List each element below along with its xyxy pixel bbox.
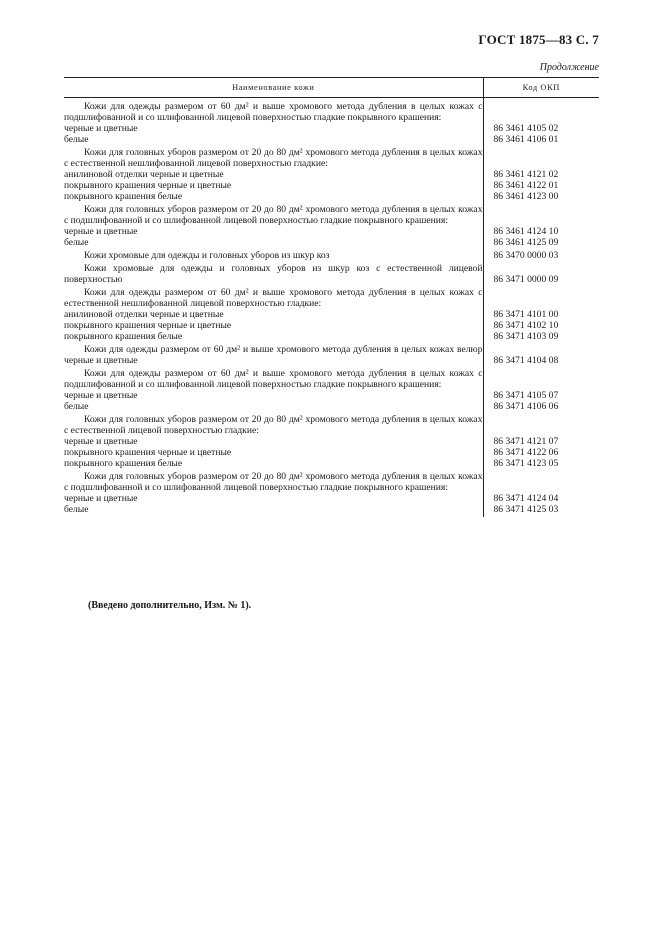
- table-row: [64, 504, 599, 517]
- table-row: [64, 366, 599, 390]
- table-row: [64, 401, 599, 412]
- okp-code: 86 3461 4124 10: [483, 226, 599, 237]
- table-row: [64, 412, 599, 436]
- okp-code: 86 3471 4123 05: [483, 458, 599, 469]
- table-row: [64, 458, 599, 469]
- table-body: [64, 98, 599, 518]
- okp-code: 86 3470 0000 03: [483, 248, 599, 261]
- table-row: [64, 390, 599, 401]
- leather-variant-name: белые: [64, 504, 89, 515]
- table-row: [64, 237, 599, 248]
- table-row: [64, 226, 599, 237]
- leather-variant-name: покрывного крашения черные и цветные: [64, 447, 232, 458]
- okp-code: 86 3461 4122 01: [483, 180, 599, 191]
- leather-group-name: Кожи для головных уборов размером от 20 до 80 дм² хромового метода дубления в целых кожах с подшлифованной и со шлифованной лицевой поверхностью гладкие покрывного крашения:: [64, 204, 483, 226]
- okp-code: 86 3461 4121 02: [483, 169, 599, 180]
- table-row: [64, 331, 599, 342]
- page-header: ГОСТ 1875—83 С. 7: [478, 32, 599, 47]
- leather-variant-name: черные и цветные: [64, 390, 138, 401]
- table-row: [64, 447, 599, 458]
- okp-code: 86 3471 4102 10: [483, 320, 599, 331]
- okp-code: [483, 469, 599, 493]
- table-row: [64, 202, 599, 226]
- leather-group-name: Кожи для одежды размером от 60 дм² и выше хромового метода дубления в целых кожах с подшлифованной и со шлифованной лицевой поверхностью гладкие покрывного крашения:: [64, 101, 483, 123]
- okp-code: 86 3471 4104 08: [483, 342, 599, 366]
- leather-codes-table: [64, 77, 599, 517]
- leather-variant-name: белые: [64, 401, 89, 412]
- amendment-note: (Введено дополнительно, Изм. № 1).: [88, 600, 252, 611]
- leather-group-name: Кожи хромовые для одежды и головных уборов из шкур коз с естественной лицевой поверхностью: [64, 263, 483, 285]
- table-row: [64, 469, 599, 493]
- okp-code: 86 3471 4125 03: [483, 504, 599, 517]
- okp-code: 86 3471 4105 07: [483, 390, 599, 401]
- table-row: [64, 436, 599, 447]
- table-row: [64, 285, 599, 309]
- leather-group-name: Кожи для головных уборов размером от 20 до 80 дм² хромового метода дубления в целых кожах с подшлифованной и со шлифованной лицевой поверхностью гладкие покрывного крашения:: [64, 471, 483, 493]
- table-row: [64, 320, 599, 331]
- table-row: [64, 191, 599, 202]
- okp-code: 86 3471 0000 09: [483, 261, 599, 285]
- leather-variant-name: черные и цветные: [64, 436, 138, 447]
- table-row: [64, 261, 599, 285]
- leather-variant-name: белые: [64, 237, 89, 248]
- leather-group-name: Кожи для головных уборов размером от 20 до 80 дм² хромового метода дубления в целых кожах с естественной лицевой поверхностью гладкие:: [64, 414, 483, 436]
- okp-code: [483, 285, 599, 309]
- table-row: [64, 248, 599, 261]
- okp-code: 86 3461 4125 09: [483, 237, 599, 248]
- okp-code: 86 3461 4105 02: [483, 123, 599, 134]
- table-row: [64, 342, 599, 366]
- table-row: [64, 134, 599, 145]
- leather-variant-name: покрывного крашения черные и цветные: [64, 180, 232, 191]
- leather-variant-name: черные и цветные: [64, 226, 138, 237]
- leather-variant-name: покрывного крашения белые: [64, 191, 183, 202]
- leather-variant-name: покрывного крашения черные и цветные: [64, 320, 232, 331]
- okp-code: 86 3471 4122 06: [483, 447, 599, 458]
- leather-group-name: Кожи для одежды размером от 60 дм² и выше хромового метода дубления в целых кожах с подшлифованной и со шлифованной лицевой поверхностью гладкие покрывного крашения:: [64, 368, 483, 390]
- okp-code: 86 3471 4121 07: [483, 436, 599, 447]
- leather-variant-name: белые: [64, 134, 89, 145]
- table-row: [64, 145, 599, 169]
- table-row: [64, 309, 599, 320]
- continuation-label: Продолжение: [539, 62, 599, 73]
- okp-code: 86 3471 4106 06: [483, 401, 599, 412]
- leather-variant-name: покрывного крашения белые: [64, 458, 183, 469]
- leather-group-name: Кожи для головных уборов размером от 20 до 80 дм² хромового метода дубления в целых кожах с естественной нешлифованной лицевой поверхностью гладкие:: [64, 147, 483, 169]
- column-header-code: Код ОКП: [483, 78, 599, 98]
- okp-code: [483, 412, 599, 436]
- table-row: [64, 98, 599, 124]
- leather-group-name: Кожи для одежды размером от 60 дм² и выше хромового метода дубления в целых кожах с естественной нешлифованной лицевой поверхностью гладкие:: [64, 287, 483, 309]
- leather-group-name: Кожи для одежды размером от 60 дм² и выше хромового метода дубления в целых кожах велюр черные и цветные: [64, 344, 483, 366]
- okp-code: 86 3461 4106 01: [483, 134, 599, 145]
- leather-variant-name: черные и цветные: [64, 123, 138, 134]
- okp-code: 86 3471 4124 04: [483, 493, 599, 504]
- table-row: [64, 123, 599, 134]
- table-header-row: [64, 78, 599, 98]
- okp-code: [483, 366, 599, 390]
- okp-code: [483, 202, 599, 226]
- leather-variant-name: анилиновой отделки черные и цветные: [64, 169, 224, 180]
- table-row: [64, 169, 599, 180]
- okp-code: [483, 98, 599, 124]
- table-row: [64, 180, 599, 191]
- table-row: [64, 493, 599, 504]
- okp-code: [483, 145, 599, 169]
- column-header-name: Наименование кожи: [64, 78, 483, 98]
- okp-code: 86 3471 4103 09: [483, 331, 599, 342]
- leather-group-name: Кожи хромовые для одежды и головных уборов из шкур коз: [84, 250, 330, 261]
- leather-variant-name: черные и цветные: [64, 493, 138, 504]
- leather-variant-name: покрывного крашения белые: [64, 331, 183, 342]
- okp-code: 86 3471 4101 00: [483, 309, 599, 320]
- leather-variant-name: анилиновой отделки черные и цветные: [64, 309, 224, 320]
- okp-code: 86 3461 4123 00: [483, 191, 599, 202]
